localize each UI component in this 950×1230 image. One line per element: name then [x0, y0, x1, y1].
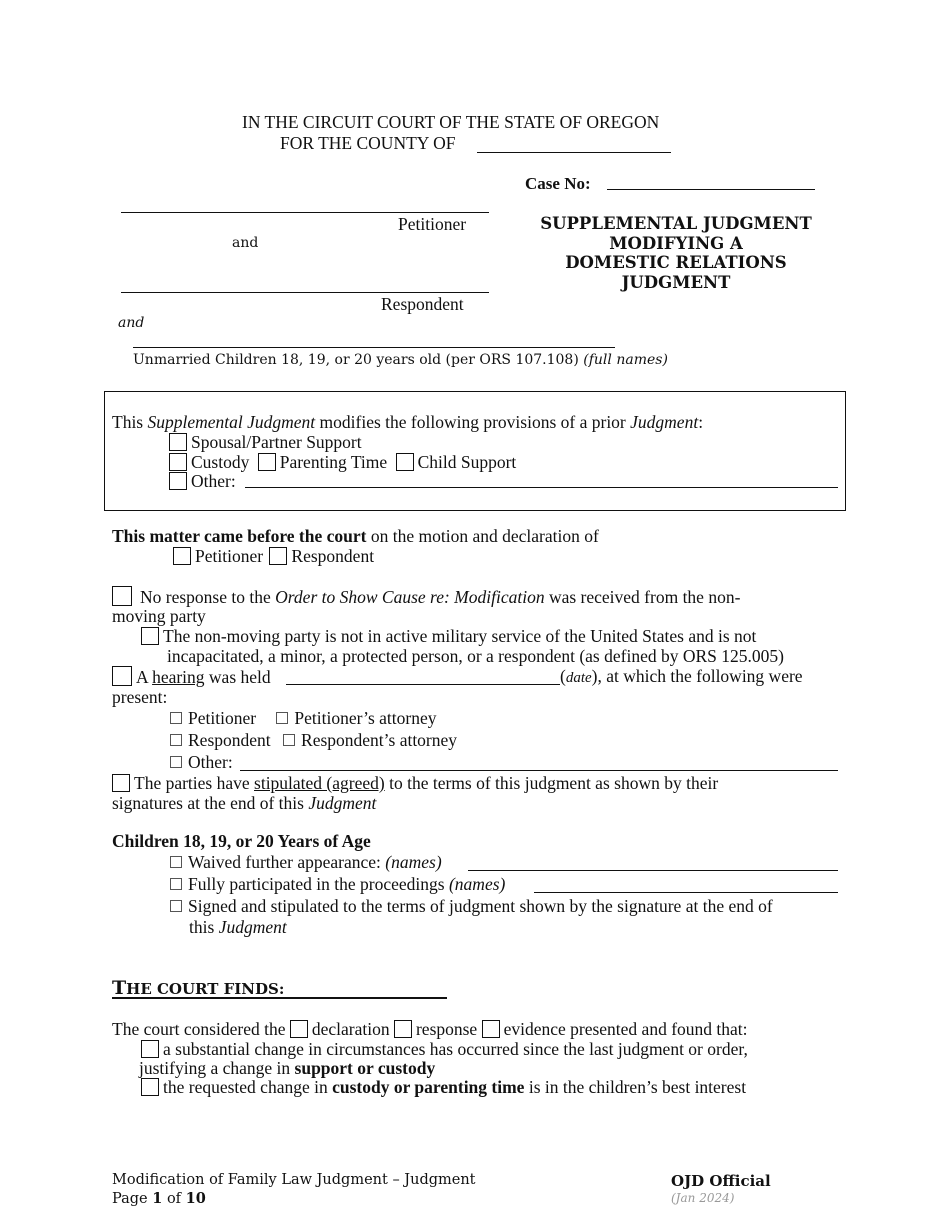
present-row1: Petitioner Petitioner’s attorney: [170, 708, 437, 729]
present-other-field[interactable]: [240, 770, 838, 771]
no-response-checkbox[interactable]: [112, 586, 132, 606]
respondent-label: Respondent: [381, 294, 464, 314]
children-fully: Fully participated in the proceedings (names): [170, 874, 505, 895]
present-respondent-checkbox[interactable]: [170, 734, 182, 746]
and-label-2: and: [118, 315, 145, 331]
petitioner-label: Petitioner: [398, 214, 467, 234]
option-spousal: Spousal/Partner Support: [169, 432, 362, 453]
modifies-intro: This Supplemental Judgment modifies the following provisions of a prior Judgment:: [112, 412, 704, 432]
waived-checkbox[interactable]: [170, 856, 182, 868]
children-label: Unmarried Children 18, 19, or 20 years old (per ORS 107.108) (full names): [133, 352, 668, 368]
judgment-title: SUPPLEMENTAL JUDGMENT MODIFYING A DOMESTIC RELATIONS JUDGMENT: [540, 214, 812, 292]
other-field[interactable]: [245, 487, 838, 488]
children-names-field[interactable]: [133, 347, 615, 348]
matter-options: Petitioner Respondent: [173, 546, 374, 567]
children-signed-line1: Signed and stipulated to the terms of judgment shown by the signature at the end of: [170, 896, 773, 917]
hearing-date-field[interactable]: [286, 684, 560, 685]
declaration-checkbox[interactable]: [290, 1020, 308, 1038]
present-pet-atty-checkbox[interactable]: [276, 712, 288, 724]
hearing-line: A hearing was held: [112, 666, 271, 688]
footer-revision: (Jan 2024): [671, 1191, 735, 1205]
evidence-checkbox[interactable]: [482, 1020, 500, 1038]
hearing-line-rest: (date), at which the following were: [560, 666, 803, 686]
option-other: Other:: [169, 471, 236, 492]
footer-form-title: Modification of Family Law Judgment – Judgment: [112, 1172, 476, 1188]
response-checkbox[interactable]: [394, 1020, 412, 1038]
children-heading: Children 18, 19, or 20 Years of Age: [112, 831, 371, 851]
best-interest-checkbox[interactable]: [141, 1078, 159, 1096]
present-other-checkbox[interactable]: [170, 756, 182, 768]
military-line2: incapacitated, a minor, a protected person, or a respondent (as defined by ORS 125.005): [167, 646, 784, 666]
county-field[interactable]: [477, 152, 671, 153]
change-line1: a substantial change in circumstances has occurred since the last judgment or order,: [141, 1039, 748, 1060]
respondent-name-field[interactable]: [121, 292, 489, 293]
court-heading-line1: IN THE CIRCUIT COURT OF THE STATE OF OREGON: [242, 112, 660, 132]
military-line1: The non-moving party is not in active military service of the United States and is not: [141, 626, 756, 647]
matter-respondent-checkbox[interactable]: [269, 547, 287, 565]
change-line2: justifying a change in support or custody: [139, 1058, 436, 1078]
custody-checkbox[interactable]: [169, 453, 187, 471]
matter-petitioner-checkbox[interactable]: [173, 547, 191, 565]
substantial-change-checkbox[interactable]: [141, 1040, 159, 1058]
present-petitioner-checkbox[interactable]: [170, 712, 182, 724]
fully-names-field[interactable]: [534, 892, 838, 893]
custody-interest-line: the requested change in custody or parenting time is in the children’s best interest: [141, 1077, 746, 1098]
military-checkbox[interactable]: [141, 627, 159, 645]
waived-names-field[interactable]: [468, 870, 838, 871]
findings-underline: [112, 997, 447, 999]
children-signed-line2: this Judgment: [189, 917, 287, 937]
hearing-checkbox[interactable]: [112, 666, 132, 686]
other-checkbox[interactable]: [169, 472, 187, 490]
no-response-line: No response to the Order to Show Cause re: Modification was received from the non-: [112, 586, 740, 608]
case-no-label: Case No:: [525, 174, 591, 193]
case-no-field[interactable]: [607, 189, 815, 190]
stipulated-line1: The parties have stipulated (agreed) to the terms of this judgment as shown by their: [112, 773, 718, 794]
option-custody-row: Custody Parenting Time Child Support: [169, 452, 516, 473]
signed-stipulated-checkbox[interactable]: [170, 900, 182, 912]
matter-line: This matter came before the court on the motion and declaration of: [112, 526, 599, 546]
present-row2: Respondent Respondent’s attorney: [170, 730, 457, 751]
no-response-line2: moving party: [112, 606, 206, 626]
footer-page-number: Page 1 of 10: [112, 1190, 206, 1207]
spousal-checkbox[interactable]: [169, 433, 187, 451]
present-row3: Other:: [170, 752, 233, 773]
footer-official: OJD Official: [671, 1172, 771, 1190]
parenting-time-checkbox[interactable]: [258, 453, 276, 471]
present-resp-atty-checkbox[interactable]: [283, 734, 295, 746]
hearing-present-label: present:: [112, 687, 168, 707]
court-heading-line2: FOR THE COUNTY OF: [280, 133, 456, 153]
child-support-checkbox[interactable]: [396, 453, 414, 471]
children-waived: Waived further appearance: (names): [170, 852, 442, 873]
stipulated-checkbox[interactable]: [112, 774, 130, 792]
and-label: and: [232, 235, 259, 251]
petitioner-name-field[interactable]: [121, 212, 489, 213]
findings-heading: THE COURT FINDS:: [112, 977, 285, 999]
stipulated-line2: signatures at the end of this Judgment: [112, 793, 377, 813]
fully-participated-checkbox[interactable]: [170, 878, 182, 890]
considered-line: The court considered the declaration response evidence presented and found that:: [112, 1019, 748, 1039]
